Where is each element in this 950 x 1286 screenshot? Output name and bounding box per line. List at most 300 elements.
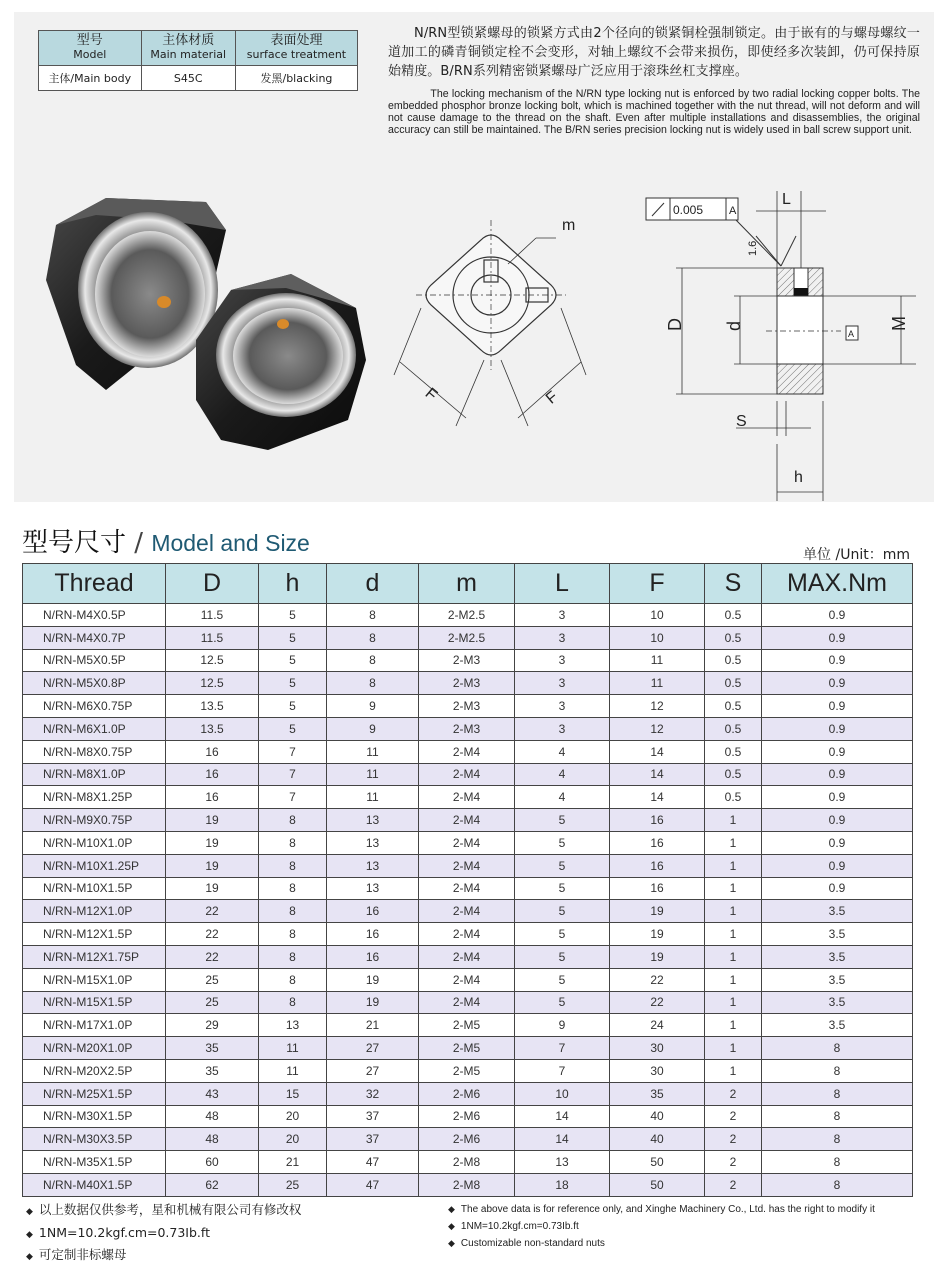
front-view-drawing bbox=[376, 200, 616, 450]
table-cell: N/RN-M20X2.5P bbox=[23, 1059, 166, 1082]
table-cell: 7 bbox=[515, 1059, 610, 1082]
table-cell: 11 bbox=[610, 649, 705, 672]
table-cell: 13 bbox=[259, 1014, 327, 1037]
table-cell: N/RN-M15X1.0P bbox=[23, 968, 166, 991]
table-cell: 16 bbox=[327, 923, 419, 946]
table-cell: 8 bbox=[762, 1037, 913, 1060]
diamond-bullet-icon: ◆ bbox=[26, 1229, 33, 1240]
table-cell: 27 bbox=[327, 1059, 419, 1082]
table-cell: 5 bbox=[515, 923, 610, 946]
column-header: D bbox=[166, 564, 259, 604]
table-cell: N/RN-M30X3.5P bbox=[23, 1128, 166, 1151]
datum-a-label: A bbox=[848, 329, 855, 339]
table-cell: N/RN-M12X1.5P bbox=[23, 923, 166, 946]
table-cell: 5 bbox=[259, 672, 327, 695]
table-cell: N/RN-M5X0.8P bbox=[23, 672, 166, 695]
drawing-label-s: S bbox=[736, 413, 747, 430]
table-cell: N/RN-M25X1.5P bbox=[23, 1082, 166, 1105]
diamond-bullet-icon: ◆ bbox=[448, 1238, 455, 1248]
table-cell: 8 bbox=[762, 1151, 913, 1174]
table-cell: 16 bbox=[327, 945, 419, 968]
table-cell: 9 bbox=[515, 1014, 610, 1037]
table-cell: 11 bbox=[259, 1059, 327, 1082]
table-cell: 0.9 bbox=[762, 740, 913, 763]
note-item bbox=[26, 1245, 301, 1268]
table-cell: 27 bbox=[327, 1037, 419, 1060]
description-cn: N/RN型锁紧螺母的锁紧方式由2个径向的锁紧铜栓强制锁定。由于嵌有的与螺母螺纹一道加工的磷青铜锁定栓不会变形，对轴上螺纹不会带来损伤，即使经多次装卸，仍可保持原始精度。B/RN系列精密锁紧螺母广泛应用于滚珠丝杠支撑座。 bbox=[388, 26, 920, 79]
table-cell: 2 bbox=[705, 1173, 762, 1196]
table-cell: 16 bbox=[166, 786, 259, 809]
table-cell: 13 bbox=[515, 1151, 610, 1174]
table-cell: 2-M2.5 bbox=[419, 626, 515, 649]
table-cell: 1 bbox=[705, 923, 762, 946]
table-cell: 2 bbox=[705, 1128, 762, 1151]
note-text: 可定制非标螺母 bbox=[38, 1247, 127, 1262]
table-cell: 8 bbox=[259, 809, 327, 832]
table-cell: 2-M4 bbox=[419, 831, 515, 854]
table-cell: 1 bbox=[705, 831, 762, 854]
table-row bbox=[23, 991, 913, 1014]
table-cell: 25 bbox=[166, 968, 259, 991]
table-cell: 43 bbox=[166, 1082, 259, 1105]
table-row bbox=[23, 1173, 913, 1196]
table-row bbox=[23, 786, 913, 809]
table-cell: 5 bbox=[259, 717, 327, 740]
table-row bbox=[23, 831, 913, 854]
table-cell: N/RN-M8X1.25P bbox=[23, 786, 166, 809]
roughness-label: 1.6 bbox=[747, 240, 759, 256]
table-cell: 2-M6 bbox=[419, 1105, 515, 1128]
table-cell: 0.5 bbox=[705, 626, 762, 649]
table-cell: 11 bbox=[327, 740, 419, 763]
table-cell: 1 bbox=[705, 991, 762, 1014]
table-cell: 16 bbox=[610, 854, 705, 877]
table-cell: 3.5 bbox=[762, 1014, 913, 1037]
table-cell: 0.5 bbox=[705, 763, 762, 786]
table-cell: 25 bbox=[259, 1173, 327, 1196]
table-cell: 0.9 bbox=[762, 809, 913, 832]
table-cell: N/RN-M35X1.5P bbox=[23, 1151, 166, 1174]
table-cell: 8 bbox=[327, 604, 419, 627]
table-cell: 5 bbox=[515, 968, 610, 991]
table-cell: 48 bbox=[166, 1105, 259, 1128]
table-cell: 0.5 bbox=[705, 649, 762, 672]
table-row bbox=[23, 1082, 913, 1105]
table-cell: 5 bbox=[515, 991, 610, 1014]
table-row bbox=[23, 626, 913, 649]
table-cell: 0.5 bbox=[705, 786, 762, 809]
table-cell: 16 bbox=[610, 831, 705, 854]
table-cell: 20 bbox=[259, 1105, 327, 1128]
table-cell: 1 bbox=[705, 945, 762, 968]
table-cell: 5 bbox=[515, 854, 610, 877]
table-cell: 30 bbox=[610, 1037, 705, 1060]
copper-bolt-icon bbox=[157, 296, 171, 308]
table-cell: N/RN-M8X1.0P bbox=[23, 763, 166, 786]
drawing-label-d-outer: D bbox=[665, 318, 685, 331]
column-header: L bbox=[515, 564, 610, 604]
table-cell: 13.5 bbox=[166, 717, 259, 740]
table-cell: 2-M4 bbox=[419, 809, 515, 832]
tolerance-value: 0.005 bbox=[673, 203, 704, 217]
table-cell: 0.5 bbox=[705, 695, 762, 718]
note-text: 1NM=10.2kgf.cm=0.73Ib.ft bbox=[38, 1224, 210, 1240]
product-photo bbox=[36, 190, 366, 460]
table-cell: 8 bbox=[259, 923, 327, 946]
table-cell: 16 bbox=[610, 877, 705, 900]
product-info-panel bbox=[14, 12, 934, 502]
table-cell: 2-M5 bbox=[419, 1037, 515, 1060]
material-header-main-material bbox=[141, 31, 235, 66]
table-cell: 2 bbox=[705, 1151, 762, 1174]
unit-label: 单位 /Unit：mm bbox=[803, 547, 910, 563]
table-cell: 1 bbox=[705, 1014, 762, 1037]
table-cell: 2-M6 bbox=[419, 1082, 515, 1105]
table-cell: 0.5 bbox=[705, 717, 762, 740]
note-text: The above data is for reference only, and Xinghe Machinery Co., Ltd. has the right to modify it bbox=[460, 1204, 875, 1215]
table-cell: 3.5 bbox=[762, 900, 913, 923]
table-cell: 21 bbox=[259, 1151, 327, 1174]
table-cell: 1 bbox=[705, 968, 762, 991]
table-cell: 3 bbox=[515, 626, 610, 649]
table-row bbox=[23, 1059, 913, 1082]
table-cell: 40 bbox=[610, 1105, 705, 1128]
table-cell: 15 bbox=[259, 1082, 327, 1105]
table-cell: 2-M4 bbox=[419, 900, 515, 923]
section-title-slash: / bbox=[134, 528, 144, 558]
table-row bbox=[23, 717, 913, 740]
table-cell: 2-M8 bbox=[419, 1151, 515, 1174]
table-cell: 0.5 bbox=[705, 672, 762, 695]
table-cell: N/RN-M10X1.0P bbox=[23, 831, 166, 854]
note-item bbox=[448, 1201, 875, 1218]
table-cell: 3 bbox=[515, 717, 610, 740]
table-cell: 18 bbox=[515, 1173, 610, 1196]
table-cell: 8 bbox=[259, 945, 327, 968]
table-cell: 62 bbox=[166, 1173, 259, 1196]
column-header: MAX.Nm bbox=[762, 564, 913, 604]
table-cell: 10 bbox=[515, 1082, 610, 1105]
table-row bbox=[23, 695, 913, 718]
table-cell: 14 bbox=[610, 763, 705, 786]
table-cell: 5 bbox=[515, 945, 610, 968]
table-cell: 2-M4 bbox=[419, 786, 515, 809]
table-cell: 8 bbox=[762, 1128, 913, 1151]
table-cell: 3.5 bbox=[762, 991, 913, 1014]
table-cell: 8 bbox=[762, 1173, 913, 1196]
size-table-header bbox=[23, 564, 913, 604]
table-cell: 3 bbox=[515, 695, 610, 718]
table-cell: 19 bbox=[327, 991, 419, 1014]
table-cell: 8 bbox=[259, 854, 327, 877]
table-cell: 24 bbox=[610, 1014, 705, 1037]
table-cell: 7 bbox=[259, 786, 327, 809]
table-cell: 11.5 bbox=[166, 626, 259, 649]
note-item bbox=[26, 1200, 301, 1223]
table-cell: 0.5 bbox=[705, 604, 762, 627]
section-title-cn: 型号尺寸 bbox=[22, 528, 127, 558]
table-cell: 12 bbox=[610, 717, 705, 740]
column-header: Thread bbox=[23, 564, 166, 604]
table-cell: 11 bbox=[327, 763, 419, 786]
table-cell: 2 bbox=[705, 1105, 762, 1128]
table-cell: 13 bbox=[327, 831, 419, 854]
table-cell: 0.9 bbox=[762, 877, 913, 900]
table-cell: 22 bbox=[610, 991, 705, 1014]
table-cell: N/RN-M17X1.0P bbox=[23, 1014, 166, 1037]
column-header: F bbox=[610, 564, 705, 604]
drawing-label-d-inner: d bbox=[724, 320, 744, 331]
table-cell: 2-M4 bbox=[419, 763, 515, 786]
table-row bbox=[23, 604, 913, 627]
table-cell: 7 bbox=[259, 763, 327, 786]
table-cell: 7 bbox=[259, 740, 327, 763]
table-cell: 2-M4 bbox=[419, 740, 515, 763]
table-cell: 5 bbox=[259, 626, 327, 649]
side-section-drawing bbox=[636, 176, 932, 506]
table-cell: 47 bbox=[327, 1173, 419, 1196]
table-row bbox=[23, 1105, 913, 1128]
section-title bbox=[22, 522, 310, 559]
table-cell: 2-M6 bbox=[419, 1128, 515, 1151]
copper-bolt-icon bbox=[277, 319, 289, 329]
table-cell: 8 bbox=[762, 1059, 913, 1082]
table-cell: 0.9 bbox=[762, 831, 913, 854]
table-cell: 5 bbox=[515, 809, 610, 832]
table-cell: 0.9 bbox=[762, 604, 913, 627]
table-cell: 2-M5 bbox=[419, 1014, 515, 1037]
material-header-surface-treatment bbox=[235, 31, 357, 66]
table-cell: 0.9 bbox=[762, 695, 913, 718]
header-cn: 表面处理 bbox=[270, 33, 323, 48]
table-cell: N/RN-M4X0.5P bbox=[23, 604, 166, 627]
table-cell: 22 bbox=[166, 923, 259, 946]
table-cell: 37 bbox=[327, 1105, 419, 1128]
table-row bbox=[23, 672, 913, 695]
table-cell: 50 bbox=[610, 1173, 705, 1196]
table-cell: 2-M3 bbox=[419, 649, 515, 672]
table-cell: 21 bbox=[327, 1014, 419, 1037]
table-cell: N/RN-M5X0.5P bbox=[23, 649, 166, 672]
table-cell: 2-M4 bbox=[419, 923, 515, 946]
table-row bbox=[23, 763, 913, 786]
table-cell: 0.9 bbox=[762, 672, 913, 695]
table-cell: 9 bbox=[327, 717, 419, 740]
material-table bbox=[38, 30, 358, 91]
table-cell: 13.5 bbox=[166, 695, 259, 718]
table-cell: 8 bbox=[259, 991, 327, 1014]
table-cell: 16 bbox=[610, 809, 705, 832]
table-cell: 5 bbox=[515, 900, 610, 923]
table-cell: 32 bbox=[327, 1082, 419, 1105]
diamond-bullet-icon: ◆ bbox=[448, 1221, 455, 1231]
table-cell: N/RN-M12X1.75P bbox=[23, 945, 166, 968]
table-row bbox=[23, 900, 913, 923]
table-cell: 3.5 bbox=[762, 923, 913, 946]
table-cell: 60 bbox=[166, 1151, 259, 1174]
table-cell: 19 bbox=[166, 854, 259, 877]
table-cell: 19 bbox=[166, 877, 259, 900]
table-cell: 19 bbox=[166, 809, 259, 832]
diamond-bullet-icon: ◆ bbox=[26, 1207, 33, 1217]
table-cell: 19 bbox=[166, 831, 259, 854]
column-header: S bbox=[705, 564, 762, 604]
table-cell: 1 bbox=[705, 809, 762, 832]
column-header: m bbox=[419, 564, 515, 604]
table-cell: 1 bbox=[705, 1059, 762, 1082]
description-en: The locking mechanism of the N/RN type locking nut is enforced by two radial locking copper bolts. The embedded phosphor bronze locking bolt, which is machined together with the nut thread, will not deform and will not cause damage to the thread on the shaft. Even after multiple installations and disassemblies, the original accuracy can still be maintained. The B/RN series precision locking nut is widely used in ball screw support unit. bbox=[388, 88, 920, 136]
table-cell: N/RN-M40X1.5P bbox=[23, 1173, 166, 1196]
table-cell: 8 bbox=[327, 649, 419, 672]
note-item bbox=[448, 1235, 875, 1252]
table-cell: 13 bbox=[327, 809, 419, 832]
table-cell: 3 bbox=[515, 649, 610, 672]
table-cell: 2-M2.5 bbox=[419, 604, 515, 627]
table-cell: 3.5 bbox=[762, 945, 913, 968]
table-cell: 22 bbox=[166, 900, 259, 923]
table-cell: 5 bbox=[259, 649, 327, 672]
note-item bbox=[26, 1223, 301, 1246]
table-row bbox=[23, 809, 913, 832]
table-cell: 19 bbox=[610, 900, 705, 923]
table-cell: 16 bbox=[327, 900, 419, 923]
table-cell: 2-M8 bbox=[419, 1173, 515, 1196]
table-cell: 22 bbox=[166, 945, 259, 968]
header-cn: 主体材质 bbox=[162, 33, 215, 48]
table-cell: 12.5 bbox=[166, 649, 259, 672]
table-cell: 4 bbox=[515, 740, 610, 763]
table-cell: 1 bbox=[705, 877, 762, 900]
table-cell: 25 bbox=[166, 991, 259, 1014]
table-cell: 14 bbox=[515, 1128, 610, 1151]
table-cell: 2-M3 bbox=[419, 717, 515, 740]
drawing-label-f-left: F bbox=[421, 385, 441, 405]
section-title-en: Model and Size bbox=[151, 530, 310, 556]
table-cell: 20 bbox=[259, 1128, 327, 1151]
size-table-body bbox=[23, 604, 913, 1197]
table-cell: 1 bbox=[705, 1037, 762, 1060]
table-row bbox=[23, 649, 913, 672]
diamond-bullet-icon: ◆ bbox=[26, 1252, 33, 1262]
table-cell: 3 bbox=[515, 604, 610, 627]
table-cell: 22 bbox=[610, 968, 705, 991]
diamond-bullet-icon: ◆ bbox=[448, 1204, 455, 1214]
table-cell: 4 bbox=[515, 763, 610, 786]
table-row bbox=[23, 1037, 913, 1060]
table-cell: 2-M4 bbox=[419, 877, 515, 900]
table-cell: 35 bbox=[610, 1082, 705, 1105]
table-cell: N/RN-M30X1.5P bbox=[23, 1105, 166, 1128]
table-cell: 19 bbox=[610, 923, 705, 946]
table-cell: 2-M3 bbox=[419, 695, 515, 718]
header-en: Main material bbox=[150, 48, 227, 61]
table-cell: 11 bbox=[610, 672, 705, 695]
table-cell: 14 bbox=[610, 740, 705, 763]
note-text: Customizable non-standard nuts bbox=[460, 1238, 605, 1249]
note-text: 以上数据仅供参考，星和机械有限公司有修改权 bbox=[38, 1202, 302, 1217]
table-row bbox=[23, 945, 913, 968]
table-row bbox=[23, 877, 913, 900]
notes-en bbox=[448, 1201, 875, 1252]
drawing-label-h: h bbox=[794, 469, 803, 486]
table-cell: 19 bbox=[327, 968, 419, 991]
table-cell: 8 bbox=[327, 626, 419, 649]
table-cell: 5 bbox=[515, 877, 610, 900]
table-cell: 2-M5 bbox=[419, 1059, 515, 1082]
material-cell-part: 主体/Main body bbox=[39, 66, 142, 91]
table-cell: 2-M4 bbox=[419, 945, 515, 968]
table-cell: 1 bbox=[705, 900, 762, 923]
table-cell: 30 bbox=[610, 1059, 705, 1082]
table-cell: 48 bbox=[166, 1128, 259, 1151]
table-cell: N/RN-M10X1.25P bbox=[23, 854, 166, 877]
table-cell: 14 bbox=[515, 1105, 610, 1128]
table-cell: 2-M4 bbox=[419, 854, 515, 877]
table-cell: N/RN-M10X1.5P bbox=[23, 877, 166, 900]
table-cell: 5 bbox=[259, 604, 327, 627]
table-cell: 2-M4 bbox=[419, 968, 515, 991]
table-row bbox=[23, 854, 913, 877]
table-cell: 8 bbox=[327, 672, 419, 695]
table-cell: 0.9 bbox=[762, 763, 913, 786]
table-cell: 7 bbox=[515, 1037, 610, 1060]
table-cell: 2 bbox=[705, 1082, 762, 1105]
table-cell: 12 bbox=[610, 695, 705, 718]
nut-front bbox=[196, 274, 366, 450]
datum-label: A bbox=[729, 205, 737, 217]
table-cell: 5 bbox=[259, 695, 327, 718]
drawing-label-l: L bbox=[782, 191, 791, 208]
header-en: Model bbox=[73, 48, 107, 61]
table-cell: 19 bbox=[610, 945, 705, 968]
table-cell: 12.5 bbox=[166, 672, 259, 695]
drawing-label-f-right: F bbox=[542, 388, 562, 408]
table-cell: 11.5 bbox=[166, 604, 259, 627]
material-cell-surface: 发黑/blacking bbox=[235, 66, 357, 91]
table-cell: 3.5 bbox=[762, 968, 913, 991]
table-cell: 9 bbox=[327, 695, 419, 718]
table-cell: 37 bbox=[327, 1128, 419, 1151]
table-cell: 8 bbox=[259, 968, 327, 991]
table-cell: N/RN-M4X0.7P bbox=[23, 626, 166, 649]
table-cell: N/RN-M6X0.75P bbox=[23, 695, 166, 718]
table-cell: 0.9 bbox=[762, 626, 913, 649]
table-cell: 2-M4 bbox=[419, 991, 515, 1014]
table-cell: 1 bbox=[705, 854, 762, 877]
table-cell: 8 bbox=[259, 831, 327, 854]
table-cell: 8 bbox=[259, 900, 327, 923]
table-cell: 3 bbox=[515, 672, 610, 695]
drawing-label-m: m bbox=[562, 217, 576, 234]
table-row bbox=[23, 740, 913, 763]
table-cell: 35 bbox=[166, 1037, 259, 1060]
table-cell: 10 bbox=[610, 604, 705, 627]
material-header-model bbox=[39, 31, 142, 66]
table-cell: 0.9 bbox=[762, 649, 913, 672]
column-header: h bbox=[259, 564, 327, 604]
table-cell: 50 bbox=[610, 1151, 705, 1174]
table-cell: 0.5 bbox=[705, 740, 762, 763]
table-cell: 5 bbox=[515, 831, 610, 854]
table-cell: 40 bbox=[610, 1128, 705, 1151]
note-item bbox=[448, 1218, 875, 1235]
table-cell: 0.9 bbox=[762, 854, 913, 877]
table-row bbox=[23, 1128, 913, 1151]
table-cell: N/RN-M8X0.75P bbox=[23, 740, 166, 763]
notes-cn bbox=[26, 1200, 301, 1268]
size-table bbox=[22, 563, 913, 1197]
table-cell: 8 bbox=[762, 1082, 913, 1105]
